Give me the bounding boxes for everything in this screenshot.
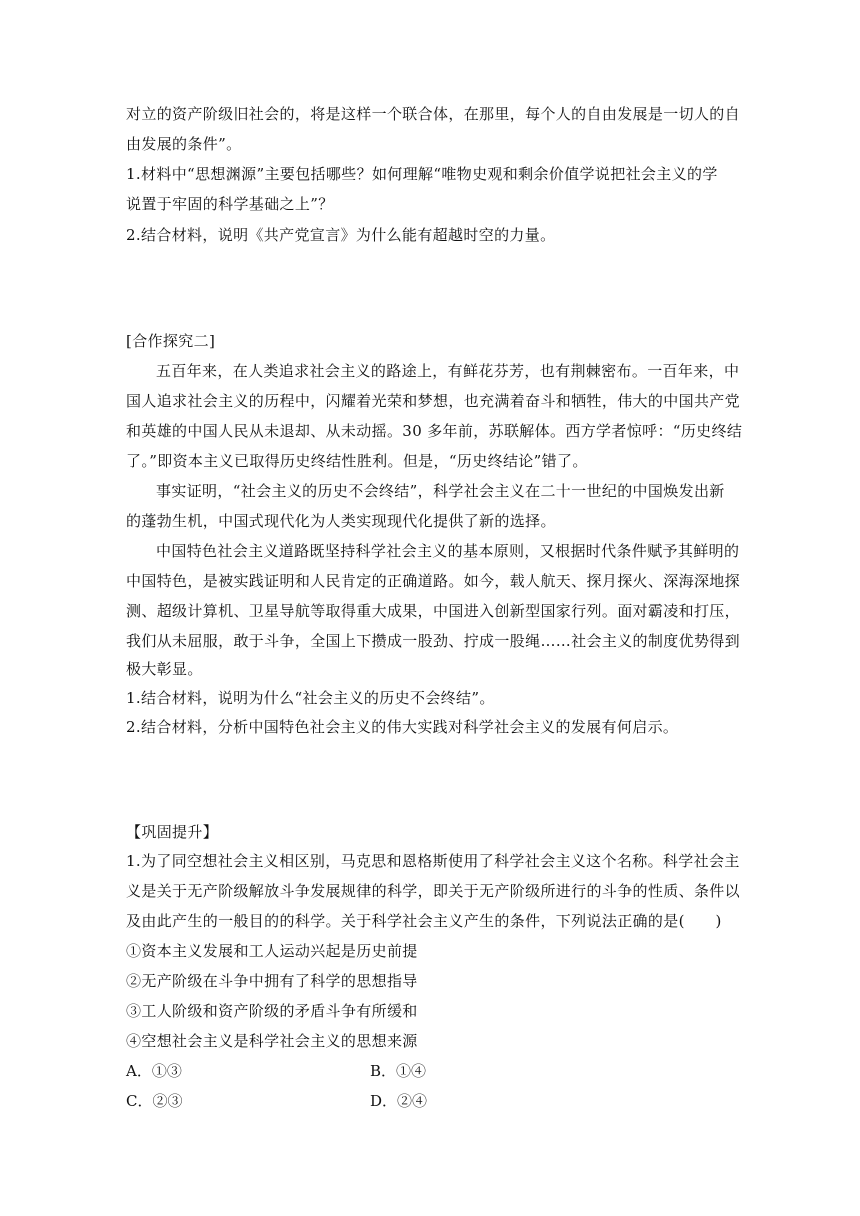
material-line: 由发展的条件”。: [126, 135, 242, 153]
paragraph-line: 的蓬勃生机，中国式现代化为人类实现现代化提供了新的选择。: [126, 512, 556, 530]
paragraph-line: 事实证明，“社会主义的历史不会终结”，科学社会主义在二十一世纪的中国焕发出新: [156, 482, 725, 500]
question-line: 1.结合材料，说明为什么“社会主义的历史不会终结”。: [126, 689, 495, 707]
question-line: 说置于牢固的科学基础之上”？: [126, 195, 334, 213]
paragraph-line: 中国特色社会主义道路既坚持科学社会主义的基本原则，又根据时代条件赋予其鲜明的: [156, 542, 740, 560]
option-c: C．②③: [126, 1092, 183, 1110]
paragraph-line: 和英雄的中国人民从未退却、从未动摇。30 多年前，苏联解体。西方学者惊呼：“历史终结: [126, 422, 743, 440]
paragraph-line: 国人追求社会主义的历程中，闪耀着光荣和梦想，也充满着奋斗和牺牲，伟大的中国共产党: [126, 392, 741, 410]
section-heading: [合作探究二]: [126, 332, 216, 350]
statement-item: ①资本主义发展和工人运动兴起是历史前提: [126, 942, 418, 960]
paragraph-line: 极大彰显。: [126, 660, 203, 678]
paragraph-line: 中国特色，是被实践证明和人民肯定的正确道路。如今，载人航天、探月探火、深海深地探: [126, 572, 741, 590]
question-line: 2.结合材料，分析中国特色社会主义的伟大实践对科学社会主义的发展有何启示。: [126, 718, 679, 736]
paragraph-line: 我们从未屈服，敢于斗争，全国上下攒成一股劲、拧成一股绳……社会主义的制度优势得到: [126, 632, 741, 650]
question-line: 2.结合材料，说明《共产党宣言》为什么能有超越时空的力量。: [126, 226, 556, 244]
statement-item: ④空想社会主义是科学社会主义的思想来源: [126, 1032, 418, 1050]
section-heading: 【巩固提升】: [126, 823, 219, 841]
option-b: B．①④: [370, 1062, 427, 1080]
question-stem: 及由此产生的一般目的的科学。关于科学社会主义产生的条件，下列说法正确的是( ): [126, 912, 722, 930]
paragraph-line: 五百年来，在人类追求社会主义的路途上，有鲜花芬芳，也有荆棘密布。一百年来，中: [156, 362, 740, 380]
question-line: 1.材料中“思想渊源”主要包括哪些？如何理解“唯物史观和剩余价值学说把社会主义的学: [126, 165, 718, 183]
paragraph-line: 测、超级计算机、卫星导航等取得重大成果，中国进入创新型国家行列。面对霸凌和打压，: [126, 602, 741, 620]
statement-item: ③工人阶级和资产阶级的矛盾斗争有所缓和: [126, 1002, 418, 1020]
material-line: 对立的资产阶级旧社会的，将是这样一个联合体，在那里，每个人的自由发展是一切人的自: [126, 105, 741, 123]
paragraph-line: 了。”即资本主义已取得历史终结性胜利。但是，“历史终结论”错了。: [126, 452, 588, 470]
statement-item: ②无产阶级在斗争中拥有了科学的思想指导: [126, 972, 418, 990]
question-stem: 义是关于无产阶级解放斗争发展规律的科学，即关于无产阶级所进行的斗争的性质、条件以: [126, 882, 741, 900]
option-d: D．②④: [370, 1092, 428, 1110]
question-stem: 1.为了同空想社会主义相区别，马克思和恩格斯使用了科学社会主义这个名称。科学社会主: [126, 852, 740, 870]
option-a: A．①③: [126, 1062, 182, 1080]
